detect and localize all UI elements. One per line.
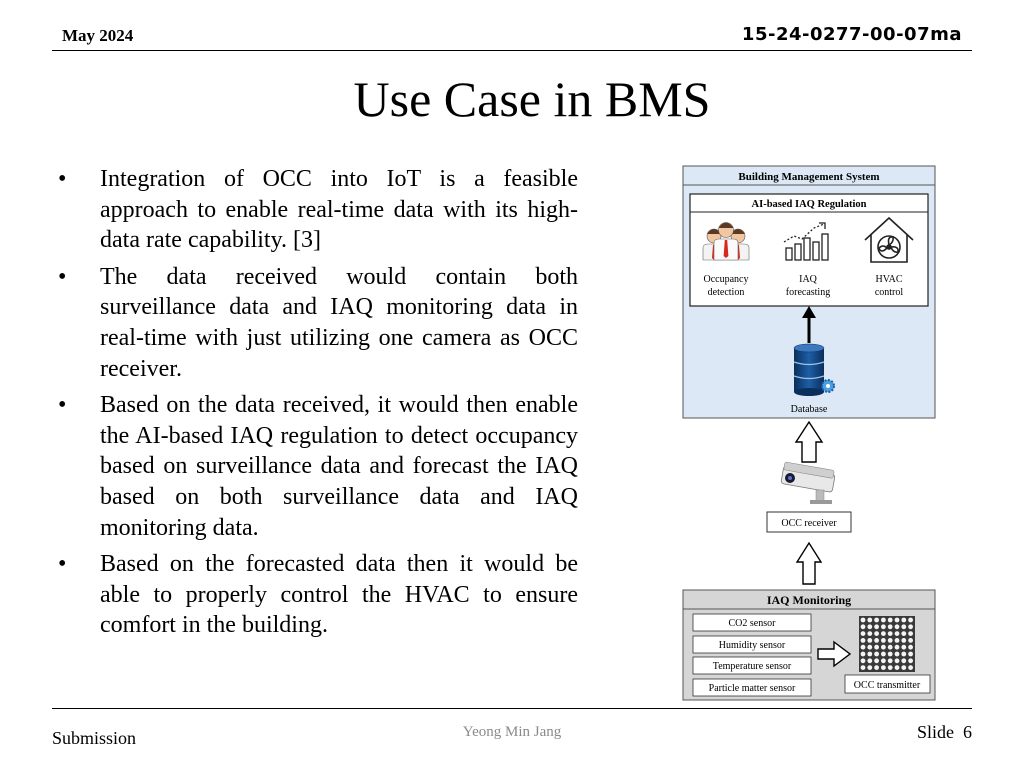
hvac-label-1: HVAC bbox=[875, 274, 903, 285]
led-dot bbox=[908, 631, 913, 636]
led-dot bbox=[901, 645, 906, 650]
led-dot bbox=[895, 638, 900, 643]
led-dot bbox=[874, 652, 879, 657]
led-dot bbox=[867, 652, 872, 657]
occ-receiver-label: OCC receiver bbox=[781, 518, 837, 529]
led-dot bbox=[881, 631, 886, 636]
slide-num: 6 bbox=[963, 722, 972, 742]
header-rule bbox=[52, 50, 972, 51]
occupancy-label-2: detection bbox=[707, 287, 745, 298]
iaq-forecast-label-2: forecasting bbox=[785, 287, 831, 298]
database-label: Database bbox=[790, 404, 828, 415]
led-dot bbox=[867, 645, 872, 650]
sensor-label: CO2 sensor bbox=[728, 618, 776, 629]
led-dot bbox=[867, 665, 872, 670]
hollow-arrow-up-icon bbox=[797, 543, 821, 584]
occ-transmitter-label: OCC transmitter bbox=[853, 680, 921, 691]
led-dot bbox=[895, 652, 900, 657]
led-dot bbox=[901, 618, 906, 623]
led-dot bbox=[888, 665, 893, 670]
led-dot bbox=[874, 638, 879, 643]
led-dot bbox=[861, 631, 866, 636]
bullet-item bbox=[58, 390, 578, 543]
footer-rule bbox=[52, 708, 972, 709]
led-dot bbox=[861, 658, 866, 663]
led-dot bbox=[867, 618, 872, 623]
led-dot bbox=[888, 638, 893, 643]
bullet-dot: • bbox=[58, 263, 67, 290]
led-dot bbox=[901, 658, 906, 663]
led-dot bbox=[895, 645, 900, 650]
bms-title: Building Management System bbox=[738, 171, 880, 183]
led-matrix-icon bbox=[859, 616, 915, 672]
led-dot bbox=[881, 638, 886, 643]
footer-author: Yeong Min Jang bbox=[462, 724, 562, 740]
led-dot bbox=[881, 665, 886, 670]
header-date: May 2024 bbox=[62, 26, 134, 45]
led-dot bbox=[881, 618, 886, 623]
led-dot bbox=[888, 645, 893, 650]
led-dot bbox=[861, 618, 866, 623]
led-dot bbox=[908, 618, 913, 623]
slide-label: Slide bbox=[916, 722, 954, 742]
led-dot bbox=[874, 658, 879, 663]
led-dot bbox=[874, 624, 879, 629]
led-dot bbox=[908, 658, 913, 663]
led-dot bbox=[881, 652, 886, 657]
led-dot bbox=[874, 618, 879, 623]
occupancy-label-1: Occupancy bbox=[703, 274, 749, 285]
led-dot bbox=[895, 658, 900, 663]
led-dot bbox=[861, 645, 866, 650]
led-dot bbox=[895, 665, 900, 670]
slide-title: Use Case in BMS bbox=[353, 71, 711, 127]
bullet-text: Based on the forecasted data then it would be able to properly control the HVAC to ensure comfort in the building. bbox=[100, 551, 578, 639]
led-dot bbox=[867, 631, 872, 636]
led-dot bbox=[867, 658, 872, 663]
led-dot bbox=[888, 618, 893, 623]
led-dot bbox=[881, 645, 886, 650]
footer-slide-number bbox=[917, 722, 972, 743]
led-dot bbox=[881, 658, 886, 663]
led-dot bbox=[888, 631, 893, 636]
led-dot bbox=[901, 638, 906, 643]
iaq-forecast-label-1: IAQ bbox=[799, 274, 817, 285]
led-dot bbox=[901, 624, 906, 629]
footer-submission: Submission bbox=[52, 728, 137, 748]
led-dot bbox=[861, 624, 866, 629]
bullet-text: The data received would contain both surveillance data and IAQ monitoring data in real-time with just utilizing one camera as OCC receiver. bbox=[100, 263, 578, 382]
led-dot bbox=[874, 631, 879, 636]
sensor-label: Temperature sensor bbox=[712, 661, 792, 672]
led-dot bbox=[908, 638, 913, 643]
bullet-item bbox=[58, 262, 578, 384]
led-dot bbox=[874, 645, 879, 650]
led-dot bbox=[901, 652, 906, 657]
iaq-monitoring-title: IAQ Monitoring bbox=[766, 593, 852, 607]
bullet-dot: • bbox=[58, 166, 67, 192]
bullet-text: Integration of OCC into IoT is a feasible approach to enable real-time data with its high-data rate capability. [3] bbox=[100, 166, 578, 254]
led-dot bbox=[895, 631, 900, 636]
bullet-item bbox=[58, 164, 578, 256]
bullet-item bbox=[58, 549, 578, 641]
hollow-arrow-up-icon bbox=[796, 422, 822, 462]
bms-diagram bbox=[676, 160, 942, 706]
led-dot bbox=[888, 658, 893, 663]
led-dot bbox=[861, 665, 866, 670]
bullet-text: Based on the data received, it would then enable the AI-based IAQ regulation to detect occupancy based on surveillance data and forecast the IAQ based on both surveillance data and IAQ monitoring data. bbox=[100, 392, 578, 541]
hvac-label-2: control bbox=[874, 287, 904, 298]
led-dot bbox=[895, 618, 900, 623]
sensor-label: Humidity sensor bbox=[718, 640, 786, 651]
led-dot bbox=[908, 624, 913, 629]
led-dot bbox=[908, 665, 913, 670]
led-dot bbox=[888, 624, 893, 629]
led-dot bbox=[881, 624, 886, 629]
led-dot bbox=[888, 652, 893, 657]
led-dot bbox=[908, 645, 913, 650]
bullet-dot: • bbox=[58, 392, 67, 419]
sensor-label: Particle matter sensor bbox=[708, 683, 796, 694]
led-dot bbox=[867, 624, 872, 629]
header-doc-id: 15-24-0277-00-07ma bbox=[741, 24, 962, 45]
led-dot bbox=[895, 624, 900, 629]
led-dot bbox=[901, 665, 906, 670]
led-dot bbox=[861, 652, 866, 657]
led-dot bbox=[901, 631, 906, 636]
ai-regulation-title: AI-based IAQ Regulation bbox=[751, 199, 867, 210]
bullet-dot: • bbox=[58, 551, 67, 578]
led-dot bbox=[908, 652, 913, 657]
bullet-list bbox=[58, 164, 578, 647]
led-dot bbox=[861, 638, 866, 643]
led-dot bbox=[874, 665, 879, 670]
led-dot bbox=[867, 638, 872, 643]
camera-icon bbox=[781, 462, 835, 504]
